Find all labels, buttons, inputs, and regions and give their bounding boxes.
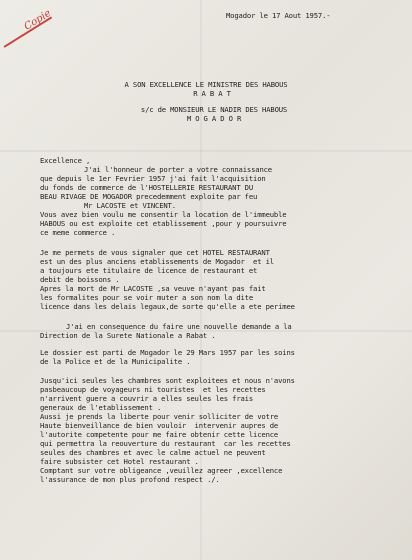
salutation: Excellence , — [40, 156, 91, 165]
body-line: licence dans les delais legaux,de sorte qu'elle a ete perimee — [40, 302, 295, 311]
recipient-line-2: R A B A T — [193, 89, 231, 98]
body-line: que depuis le 1er Fevrier 1957 j'ai fait l'acquisition — [40, 174, 266, 183]
via-line-1: s/c de MONSIEUR LE NADIR DES HABOUS — [140, 105, 288, 114]
body-line: Haute bienveillance de bien vouloir intervenir aupres de — [40, 421, 279, 430]
paper-crease — [0, 150, 412, 152]
body-line: HABOUS ou est exploite cet etablissement ,pour y poursuivre — [40, 219, 287, 228]
via-line-2: M O G A D O R — [186, 114, 242, 123]
body-line: de la Police et de la Municipalite . — [40, 357, 191, 366]
body-line: est un des plus anciens etablissements de Mogador et il — [40, 257, 274, 266]
body-line: ce meme commerce . — [40, 228, 116, 237]
body-line: Mr LACOSTE et VINCENT. — [84, 201, 176, 210]
body-line: J'ai en consequence du faire une nouvelle demande a la — [66, 322, 292, 331]
body-line: Le dossier est parti de Mogador le 29 Mars 1957 par les soins — [40, 348, 295, 357]
body-line: l'autorite competente pour me faire obtenir cette licence — [40, 430, 279, 439]
body-line: Jusqu'ici seules les chambres sont exploitees et nous n'avons — [40, 376, 295, 385]
body-line: BEAU RIVAGE DE MOGADOR precedemment exploite par feu — [40, 192, 258, 201]
body-line: seules des chambres et avec le calme actuel ne peuvent — [40, 448, 266, 457]
body-line: les formalites pour se voir muter a son nom la dite — [40, 293, 254, 302]
body-line: du fonds de commerce de l'HOSTELLERIE RESTAURANT DU — [40, 183, 254, 192]
body-line: Je me permets de vous signaler que cet HOTEL RESTAURANT — [40, 248, 270, 257]
body-line: qui permettra la reouverture du restaurant car les recettes — [40, 439, 291, 448]
body-line: Aussi je prends la liberte pour venir solliciter de votre — [40, 412, 279, 421]
body-line: n'arrivent guere a couvrir a elles seules les frais — [40, 394, 254, 403]
body-line: Direction de la Surete Nationale a Rabat . — [40, 331, 216, 340]
body-line: Apres la mort de Mr LACOSTE ,sa veuve n'ayant pas fait — [40, 284, 266, 293]
copy-stamp: Copie — [22, 7, 53, 33]
body-line: Comptant sur votre obligeance ,veuillez agreer ,excellence — [40, 466, 283, 475]
body-line: J'ai l'honneur de porter a votre connaissance — [84, 165, 272, 174]
body-line: pasbeaucoup de voyageurs ni touristes et les recettes — [40, 385, 266, 394]
body-line: Vous avez bien voulu me consentir la location de l'immeuble — [40, 210, 287, 219]
recipient-line-1: A SON EXCELLENCE LE MINISTRE DES HABOUS — [124, 80, 288, 89]
body-line: a toujours ete titulaire de licence de restaurant et — [40, 266, 258, 275]
body-line: faire subsister cet Hotel restaurant . — [40, 457, 199, 466]
body-line: l'assurance de mon plus profond respect ./. — [40, 475, 220, 484]
body-line: generaux de l'etablissement . — [40, 403, 162, 412]
letter-date: Mogador le 17 Aout 1957.- — [226, 11, 331, 20]
body-line: debit de boissons . — [40, 275, 120, 284]
